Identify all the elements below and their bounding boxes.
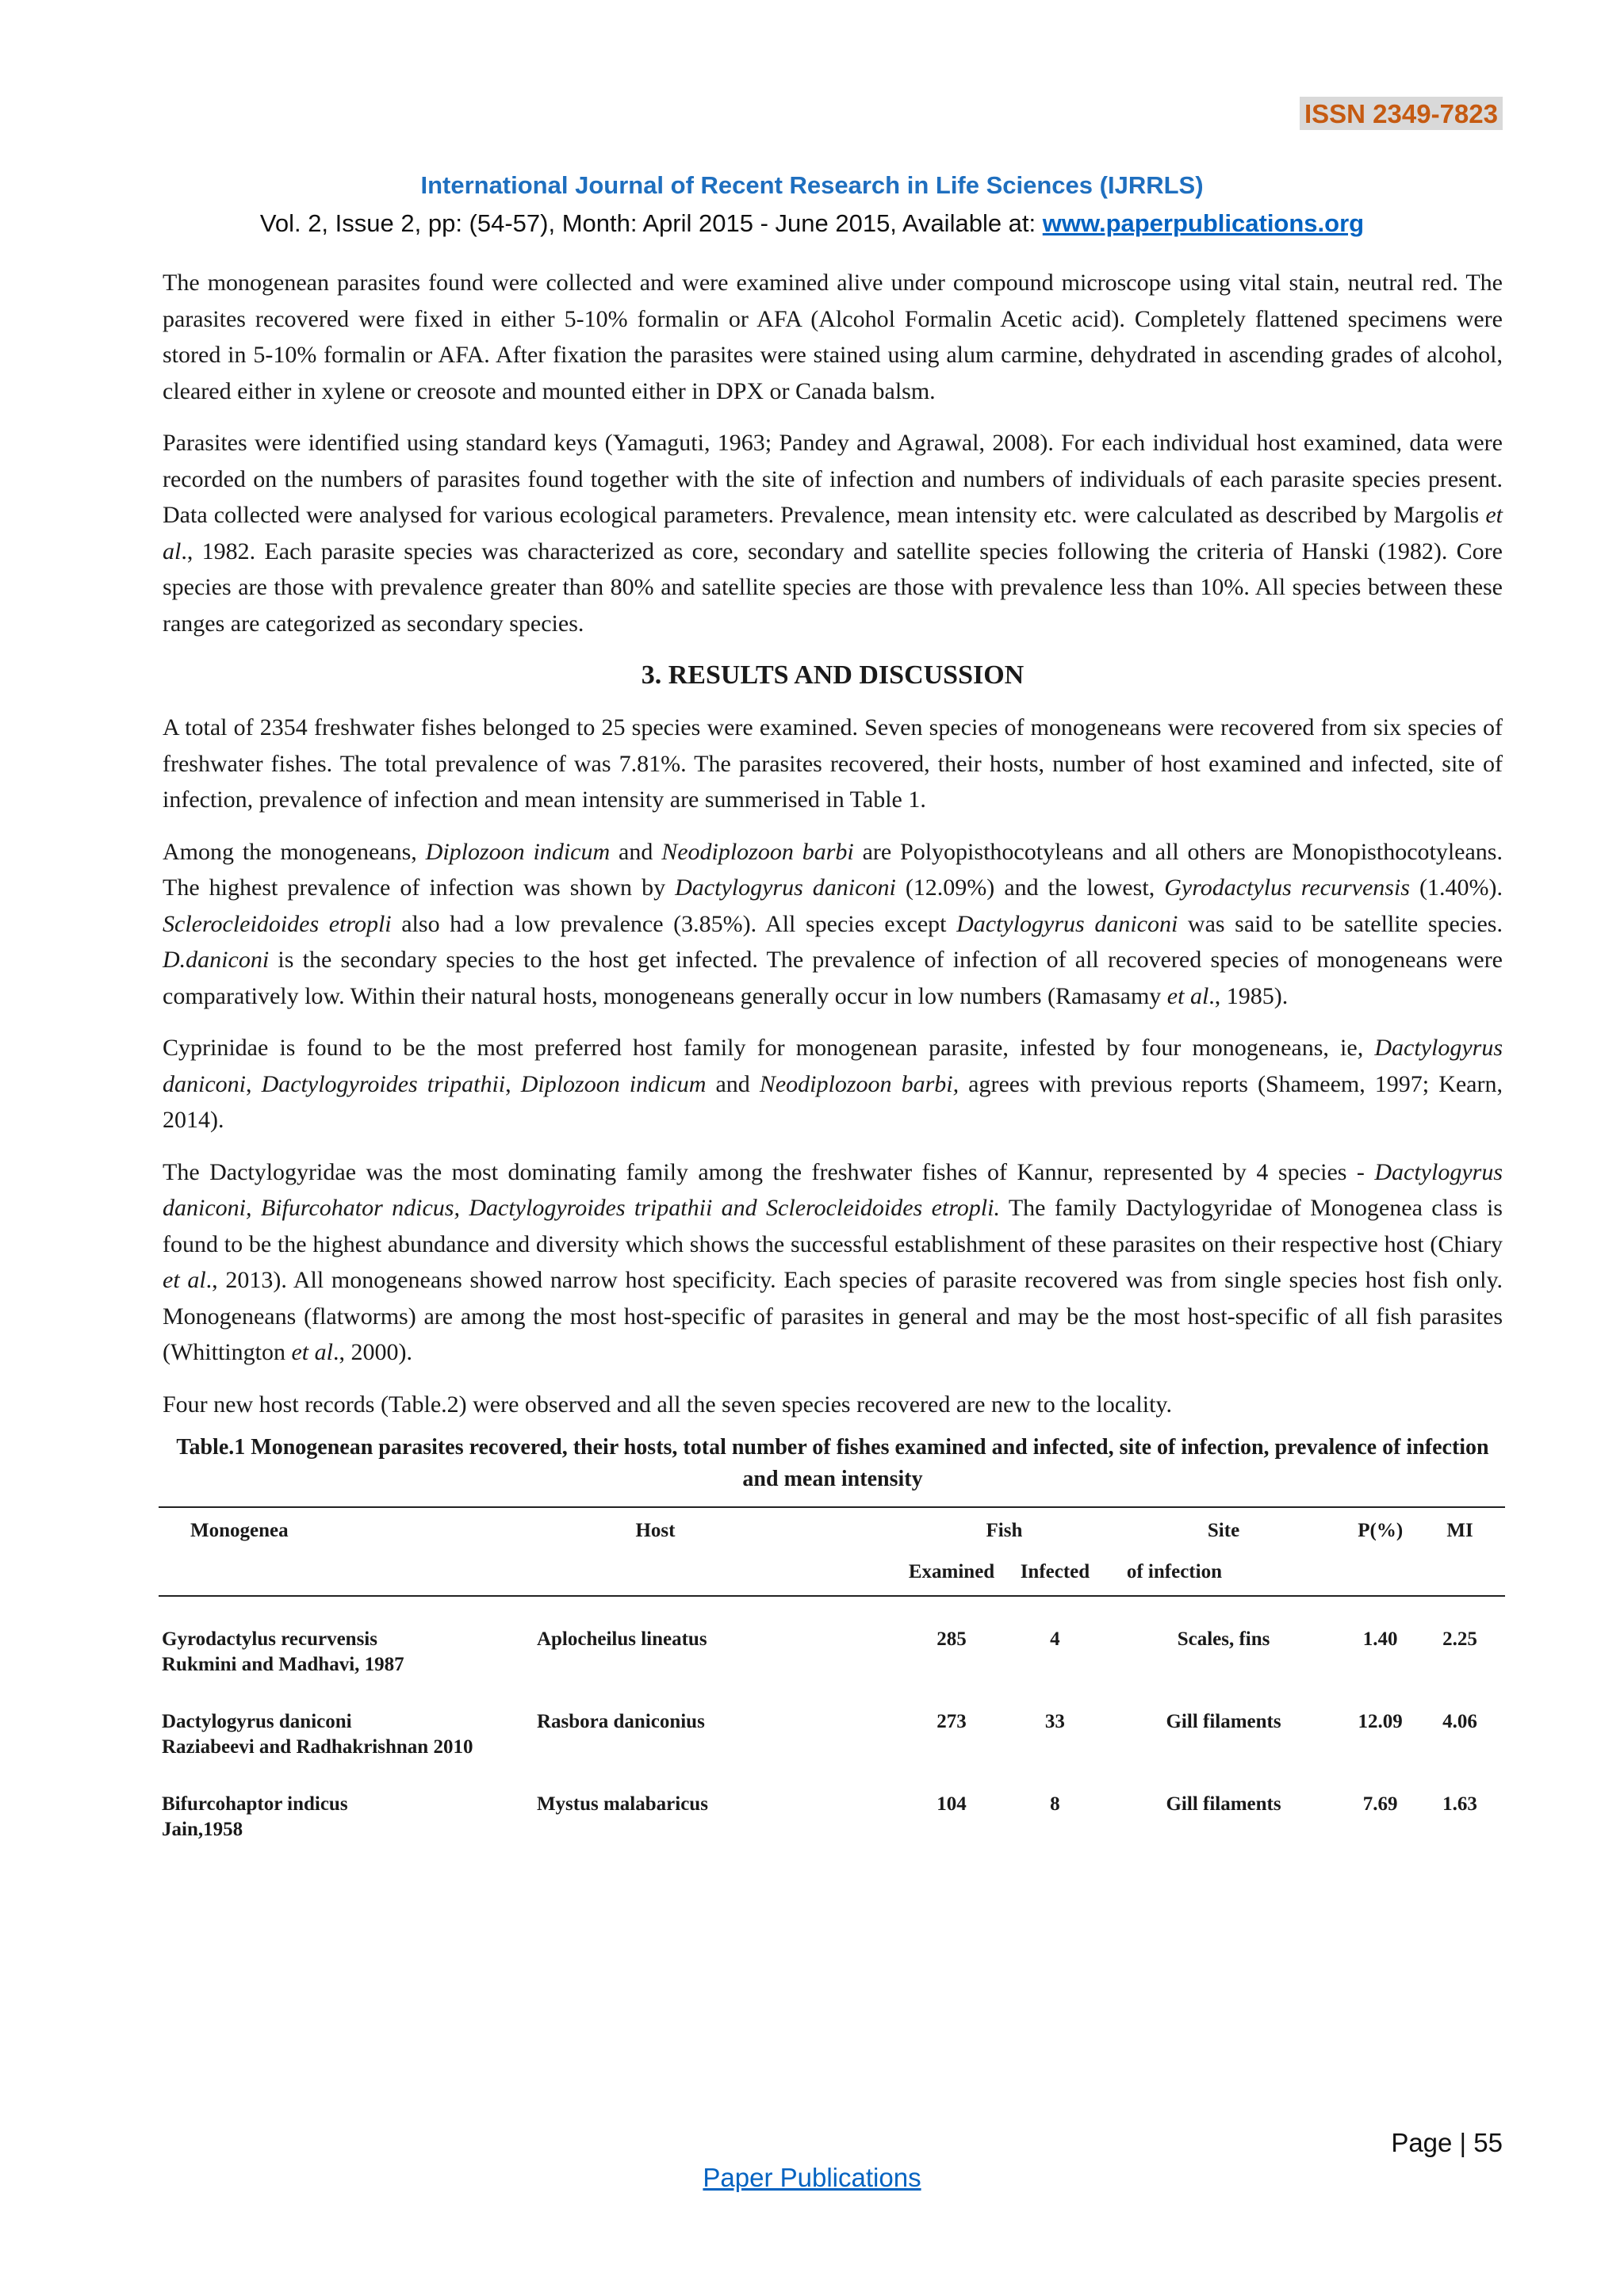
species-name: Sclerocleidoides etropli <box>163 910 392 937</box>
species-name: Neodiplozoon barbi, <box>759 1070 959 1097</box>
cell-mean-intensity: 4.06 <box>1442 1711 1477 1732</box>
header-spacer <box>1499 1507 1505 1554</box>
page-number: Page | 55 <box>1391 2128 1503 2157</box>
header-site-of-infection: of infection <box>1108 1554 1339 1596</box>
text-run: Parasites were identified using standard keys (Yamaguti, 1963; Pandey and Agrawal, 2008). For each individual host examined, data were recorded on the numbers of parasites found together with the site of infection and numbers of individuals of each parasite species present. Data collected were analysed for various ecological parameters. Prevalence, mean intensity etc. were calculated as described by Margolis <box>163 430 1503 528</box>
cell-host: Mystus malabaricus <box>536 1793 708 1815</box>
header-monogenea: Monogenea <box>159 1507 534 1554</box>
volume-text: Vol. 2, Issue 2, pp: (54-57), Month: April 2015 - June 2015, Available at: <box>259 209 1043 237</box>
cell-monogenea <box>159 1678 534 1760</box>
table-header-row <box>159 1507 1505 1554</box>
paragraph-results-3 <box>163 1030 1503 1138</box>
journal-title: International Journal of Recent Research in Life Sciences (IJRRLS) <box>420 171 1204 199</box>
header-prevalence: P(%) <box>1339 1507 1421 1554</box>
text-run: ., 2013). All monogeneans showed narrow host specificity. Each species of parasite recovered was from single species host fish only. Monogeneans (flatworms) are among the most host-specific of parasites in general and may be the most host-specific of all fish parasites (Whittington <box>163 1267 1503 1365</box>
cell-mean-intensity: 1.63 <box>1442 1793 1477 1815</box>
text-run: are Polyopisthocotyleans and all others are Monopisthocotyleans. The highest prevalence of infection was shown by <box>163 838 1503 901</box>
italic-run: et al <box>163 1267 206 1293</box>
cell-site: Gill filaments <box>1166 1793 1281 1815</box>
species-name: Bifurcohaptor indicus <box>162 1793 348 1815</box>
article-body <box>163 265 1503 1843</box>
species-name: Dactylogyroides tripathii <box>261 1070 506 1097</box>
website-link[interactable]: www.paperpublications.org <box>1042 209 1365 237</box>
text-run: (1.40%). <box>1409 874 1503 901</box>
table-subheader-row <box>159 1554 1505 1596</box>
paragraph-methods-2 <box>163 425 1503 641</box>
paragraph-results-4 <box>163 1154 1503 1371</box>
text-run: , <box>505 1070 521 1097</box>
cell-spacer <box>1499 1596 1505 1678</box>
subheader-empty <box>534 1554 901 1596</box>
text-run: also had a low prevalence (3.85%). All species except <box>391 910 957 937</box>
paragraph-methods-1: The monogenean parasites found were collected and were examined alive under compound microscope using vital stain, neutral red. The parasites recovered were fixed in either 5-10% formalin or AFA (Alcohol Formalin Acetic acid). Completely flattened specimens were stored in 5-10% formalin or AFA. After fixation the parasites were stained using alum carmine, dehydrated in ascending grades of alcohol, cleared either in xylene or creosote and mounted either in DPX or Canada balsm. <box>163 270 1503 404</box>
species-name: Dactylogyrus daniconi <box>163 1035 1503 1097</box>
text-run: Among the monogeneans, <box>163 838 426 865</box>
header-fish: Fish <box>901 1507 1108 1554</box>
cell-site: Gill filaments <box>1166 1711 1281 1732</box>
publisher-link[interactable]: Paper Publications <box>703 2163 921 2192</box>
subheader-empty <box>1421 1554 1499 1596</box>
table-row <box>159 1678 1505 1760</box>
header-mean-intensity: MI <box>1421 1507 1499 1554</box>
text-run: ., 1985). <box>1208 982 1289 1009</box>
text-run: The family Dactylogyridae of Monogenea class is found to be the highest abundance and diversity which shows the successful establishment of these parasites on their respective host (Chiary <box>163 1195 1503 1257</box>
text-run: (12.09%) and the lowest, <box>895 874 1165 901</box>
cell-infected: 33 <box>1044 1711 1065 1732</box>
species-name: Neodiplozoon barbi <box>661 838 854 865</box>
subheader-empty <box>159 1554 534 1596</box>
subheader-empty <box>1339 1554 1421 1596</box>
paragraph-results-2 <box>163 834 1503 1015</box>
cell-examined: 273 <box>936 1711 967 1732</box>
species-authority: Rukmini and Madhavi, 1987 <box>162 1654 404 1675</box>
species-authority: Raziabeevi and Radhakrishnan 2010 <box>162 1736 473 1758</box>
text-run: Cyprinidae is found to be the most preferred host family for monogenean parasite, infested by four monogeneans, ie <box>163 1035 1358 1061</box>
header-examined: Examined <box>901 1554 1002 1596</box>
cell-spacer <box>1499 1678 1505 1760</box>
cell-monogenea <box>159 1760 534 1843</box>
cell-prevalence: 7.69 <box>1362 1793 1398 1815</box>
header-infected: Infected <box>1002 1554 1108 1596</box>
species-name: Dactylogyrus daniconi <box>162 1711 352 1732</box>
italic-run: et al <box>291 1339 333 1365</box>
cell-infected: 8 <box>1050 1793 1060 1815</box>
species-name: D.daniconi <box>163 947 270 973</box>
issn-label: ISSN 2349-7823 <box>1300 97 1503 130</box>
cell-site: Scales, fins <box>1177 1628 1270 1650</box>
text-run: and <box>610 838 662 865</box>
section-heading: 3. RESULTS AND DISCUSSION <box>641 660 1025 690</box>
cell-host: Aplocheilus lineatus <box>536 1628 707 1650</box>
text-run: ., 1982. Each parasite species was characterized as core, secondary and satellite species following the criteria of Hanski (1982). Core species are those with prevalence greater than 80% and satellite species are those with prevalence less than 10%. All species between these ranges are categorized as secondary species. <box>163 538 1503 637</box>
text-run: and <box>706 1070 760 1097</box>
cell-prevalence: 1.40 <box>1362 1628 1398 1650</box>
text-run: was said to be satellite species. <box>1178 910 1503 937</box>
paragraph-results-5: Four new host records (Table.2) were observed and all the seven species recovered are new to the locality. <box>163 1391 1172 1418</box>
text-run: ., 2000). <box>332 1339 412 1365</box>
species-name: Diplozoon indicum <box>520 1070 707 1097</box>
species-name: Dactylogyrus daniconi <box>675 874 896 901</box>
italic-run: et al <box>1166 982 1209 1009</box>
cell-infected: 4 <box>1050 1628 1060 1650</box>
text-run: , <box>246 1070 262 1097</box>
cell-host: Rasbora daniconius <box>536 1711 705 1732</box>
cell-monogenea <box>159 1596 534 1678</box>
species-name: Dactylogyrus daniconi <box>956 910 1178 937</box>
subheader-empty <box>1499 1554 1505 1596</box>
cell-examined: 104 <box>936 1793 967 1815</box>
cell-prevalence: 12.09 <box>1358 1711 1403 1732</box>
cell-spacer <box>1499 1760 1505 1843</box>
cell-examined: 285 <box>936 1628 967 1650</box>
table-caption: Table.1 Monogenean parasites recovered, their hosts, total number of fishes examined and infected, site of infection, prevalence of infection and mean intensity <box>176 1435 1489 1491</box>
footer <box>0 2163 1624 2193</box>
italic-run: , <box>1357 1035 1375 1061</box>
table-row <box>159 1760 1505 1843</box>
header-host: Host <box>534 1507 901 1554</box>
volume-line <box>0 208 1624 239</box>
species-name: Gyrodactylus recurvensis <box>162 1628 377 1650</box>
text-run: agrees with previous reports (Shameem, 1997; Kearn, 2014). <box>163 1070 1503 1133</box>
monogenea-table <box>159 1506 1505 1843</box>
text-run: The Dactylogyridae was the most dominating family among the freshwater fishes of Kannur, represented by 4 species - <box>163 1158 1375 1185</box>
header-site: Site <box>1108 1507 1339 1554</box>
species-name: Dactylogyrus daniconi, Bifurcohator ndicus, Dactylogyroides tripathii and Sclerocleidoides etropli. <box>163 1158 1503 1221</box>
species-name: Diplozoon indicum <box>425 838 611 865</box>
cell-mean-intensity: 2.25 <box>1442 1628 1477 1650</box>
text-run: is the secondary species to the host get infected. The prevalence of infection of all recovered species of monogeneans were comparatively low. Within their natural hosts, monogeneans generally occur in low numbers (Ramasamy <box>163 947 1503 1009</box>
italic-run: et al <box>163 502 1503 564</box>
paragraph-results-1: A total of 2354 freshwater fishes belonged to 25 species were examined. Seven species of monogeneans were recovered from six species of freshwater fishes. The total prevalence of was 7.81%. The parasites recovered, their hosts, number of host examined and infected, site of infection, prevalence of infection and mean intensity are summerised in Table 1. <box>163 714 1503 813</box>
table-row <box>159 1596 1505 1678</box>
species-name: Gyrodactylus recurvensis <box>1164 874 1410 901</box>
species-authority: Jain,1958 <box>162 1819 243 1840</box>
